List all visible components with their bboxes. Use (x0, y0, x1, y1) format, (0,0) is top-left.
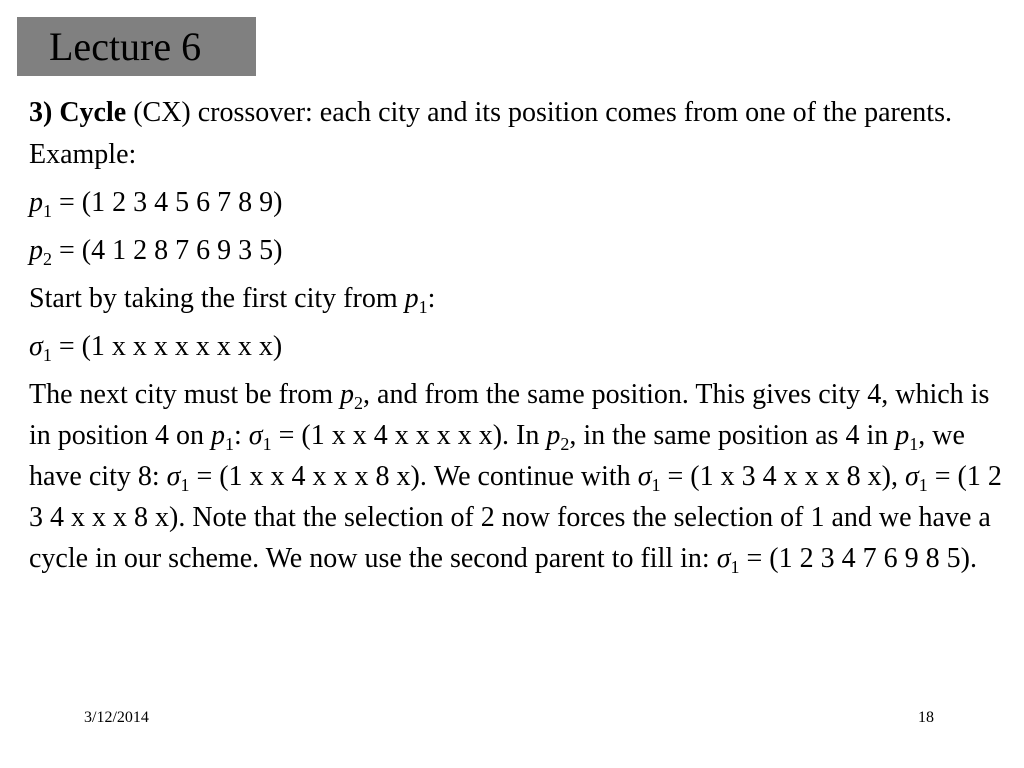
slide-content (29, 92, 1004, 585)
explanation-var: p (211, 420, 226, 451)
sigma-sub: 1 (42, 345, 52, 365)
slide-title (17, 17, 256, 76)
p2-sub: 2 (43, 249, 52, 269)
footer-date: 3/12/2014 (84, 709, 149, 726)
p1-sub: 1 (43, 201, 52, 221)
explanation-paragraph (29, 374, 1004, 579)
explanation-sub: 2 (354, 393, 364, 413)
p2-value: = (4 1 2 8 7 6 9 3 5) (52, 235, 283, 266)
explanation-sub: 1 (918, 475, 928, 495)
explanation-text: = (1 x x 4 x x x x x). In (271, 420, 547, 451)
explanation-var: σ (904, 461, 919, 492)
explanation-text: = (1 2 3 4 7 6 9 8 5). (739, 543, 977, 574)
p1-value: = (1 2 3 4 5 6 7 8 9) (52, 187, 283, 218)
parent-2-line (29, 230, 1004, 272)
explanation-sub: 1 (730, 557, 740, 577)
start-end: : (427, 283, 436, 314)
sigma-value: = (1 x x x x x x x x) (51, 331, 283, 362)
explanation-var: p (895, 420, 910, 451)
explanation-sub: 1 (225, 434, 235, 454)
explanation-text: , and from the same position. This gives city 4, which is in position 4 on (29, 379, 990, 451)
explanation-sub: 1 (262, 434, 272, 454)
intro-paragraph (29, 92, 1004, 176)
explanation-var: p (546, 420, 561, 451)
explanation-sub: 1 (909, 434, 919, 454)
intro-rest: (CX) crossover: each city and its position comes from one of the parents. Example: (29, 97, 952, 170)
p1-var: p (29, 187, 43, 218)
explanation-sub: 2 (560, 434, 570, 454)
intro-lead: 3) Cycle (29, 97, 127, 128)
explanation-var: σ (248, 420, 263, 451)
explanation-text: = (1 x x 4 x x x 8 x). We continue with (189, 461, 638, 492)
start-var: p (404, 283, 419, 314)
explanation-text: , in the same position as 4 in (569, 420, 896, 451)
start-text: Start by taking the first city from (29, 283, 405, 314)
explanation-var: σ (637, 461, 652, 492)
explanation-var: σ (166, 461, 181, 492)
sigma-var: σ (29, 331, 43, 362)
explanation-sub: 1 (180, 475, 190, 495)
start-sub: 1 (418, 297, 428, 317)
explanation-text: : (234, 420, 249, 451)
start-line (29, 278, 1004, 320)
footer-page-number: 18 (918, 709, 934, 726)
explanation-sub: 1 (651, 475, 661, 495)
sigma-line (29, 326, 1004, 368)
explanation-text: , we have city 8: (29, 420, 965, 492)
explanation-text: = (1 2 3 4 x x x 8 x). Note that the selection of 2 now forces the selection of 1 and we have a cycle in our scheme. We now use the second parent to fill in: (29, 461, 1002, 574)
explanation-text: = (1 x 3 4 x x x 8 x), (660, 461, 905, 492)
explanation-var: p (340, 379, 355, 410)
slide-title-text: Lecture 6 (49, 24, 202, 69)
p2-var: p (29, 235, 43, 266)
explanation-var: σ (716, 543, 731, 574)
parent-1-line (29, 182, 1004, 224)
explanation-text: The next city must be from (29, 379, 341, 410)
